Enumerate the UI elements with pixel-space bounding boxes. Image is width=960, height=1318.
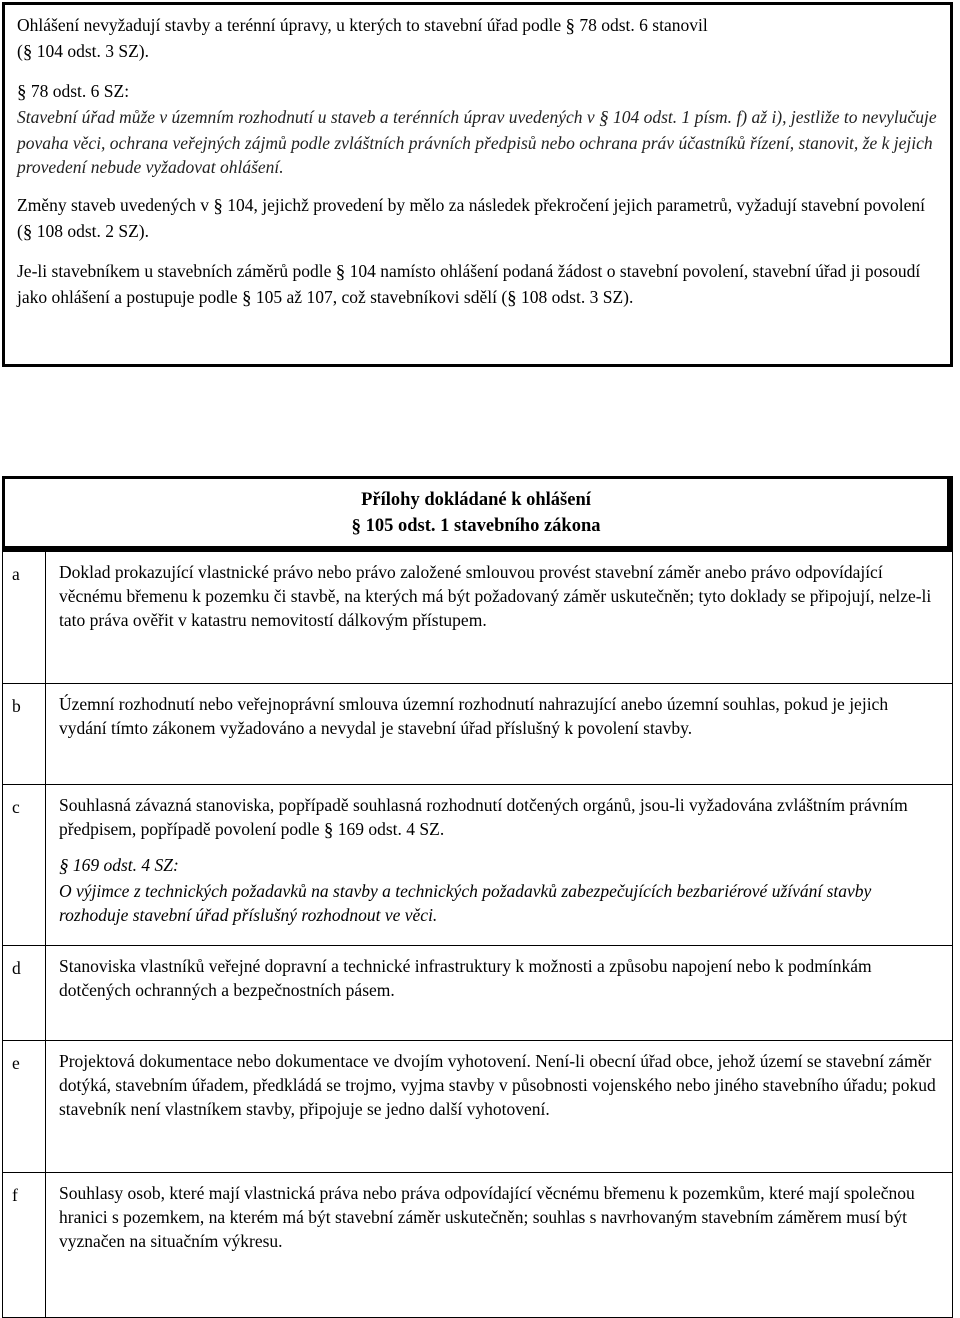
section-sign-icon: § [335,262,346,283]
annex-subtitle: § 105 odst. 1 stavebního zákona [351,516,601,537]
row-text: Souhlasná závazná stanoviska, popřípadě souhlasná rozhodnutí dotčených orgánů, jsou-li vyžadována zvláštním právním předpisem, popřípadě povolení podle § 169 odst. 4 SZ. § 169 odst. 4 SZ: O výjimce z technických požadavků na stavby a technických požadavků zabezpečujících bezbariérové užívání stavby rozhoduje stavební úřad příslušný rozhodnout ve věci. [46,785,953,946]
row-letter: d [3,946,46,1041]
section-sign-icon: § [565,16,575,37]
row-text: Územní rozhodnutí nebo veřejnoprávní smlouva územní rozhodnutí nahrazující anebo územní souhlas, pokud je jejich vydání tímto zákonem vyžadováno a nevydal je stavební úřad příslušný k povolení stavby. [46,684,953,785]
provision-note: § 169 odst. 4 SZ: O výjimce z technických požadavků na stavby a technických požadavků zabezpečujících bezbariérové užívání stavby rozhoduje stavební úřad příslušný rozhodnout ve věci. [59,855,872,925]
annex-header [2,476,953,551]
row-text: Stanoviska vlastníků veřejné dopravní a technické infrastruktury k možnosti a způsobu napojení nebo k podmínkám dotčených ochranných a bezpečnostních pásem. [46,946,953,1041]
paragraph-changes: Změny staveb uvedených v § 104, jejichž provedení by mělo za následek překročení jejich parametrů, vyžadují stavební povolení (§ 108 odst. 2 SZ). [17,195,926,243]
section-sign-icon: § [17,82,27,103]
section-sign-icon: § [59,856,69,877]
row-letter: a [3,552,46,684]
section-sign-icon: § [323,820,334,841]
table-row [3,552,953,684]
section-sign-icon: § [599,108,609,129]
row-letter: c [3,785,46,946]
annex-table [2,551,953,1318]
row-letter: e [3,1041,46,1173]
annex-title: Přílohy dokládané k ohlášení [361,490,591,510]
paragraph-exemption: Ohlášení nevyžadují stavby a terénní úpravy, u kterých to stavební úřad podle § 78 odst. 6 stanovil (§ 104 odst. 3 SZ). [17,15,708,63]
row-text: Doklad prokazující vlastnické právo nebo právo založené smlouvou provést stavební záměr anebo právo odpovídající věcnému břemenu k pozemku či stavbě, na kterých má být požadovaný záměr uskutečněn; tyto doklady se připojují, nelze-li tato práva ověřit v katastru nemovitostí dálkovým přístupem. [46,552,953,684]
table-row [3,946,953,1041]
quoted-provision: § 78 odst. 6 SZ: Stavební úřad může v územním rozhodnutí u staveb a terénních úprav uvedených v § 104 odst. 1 písm. f) až i), jestliže to nevylučuje povaha věci, ochrana veřejných zájmů podle zvláštních právních předpisů nebo ochrana práv účastníků řízení, stanovit, že k jejich provedení nebude vyžadovat ohlášení. [17,81,937,177]
table-row [3,1041,953,1173]
table-row [3,1173,953,1318]
row-text: Projektová dokumentace nebo dokumentace ve dvojím vyhotovení. Není-li obecní úřad obce, jehož území se stavební záměr dotýká, stavebním úřadem, předkládá se trojmo, vyjma stavby v působnosti vojenského nebo jiného stavebního úřadu; pokud stavebník není vlastníkem stavby, připojuje se jedno další vyhotovení. [46,1041,953,1173]
table-row [3,684,953,785]
table-row [3,785,953,946]
row-letter: b [3,684,46,785]
section-sign-icon: § [22,42,33,63]
notice-box [2,2,953,367]
row-letter: f [3,1173,46,1318]
section-sign-icon: § [213,196,223,217]
section-sign-icon: § [242,288,252,309]
section-sign-icon: § [22,222,33,243]
section-sign-icon: § [507,288,517,309]
row-text: Souhlasy osob, které mají vlastnická práva nebo práva odpovídající věcnému břemenu k pozemkům, které mají společnou hranici s pozemkem, na kterém má být stavební záměr uskutečněn; souhlas s navrhovaným stavebním záměrem musí být vyznačen na situačním výkresu. [46,1173,953,1318]
section-sign-icon: § [351,516,361,537]
paragraph-permit-request: Je-li stavebníkem u stavebních záměrů podle § 104 namísto ohlášení podaná žádost o stavební povolení, stavební úřad ji posoudí jako ohlášení a postupuje podle § 105 až 107, což stavebníkovi sdělí (§ 108 odst. 3 SZ). [17,261,921,309]
